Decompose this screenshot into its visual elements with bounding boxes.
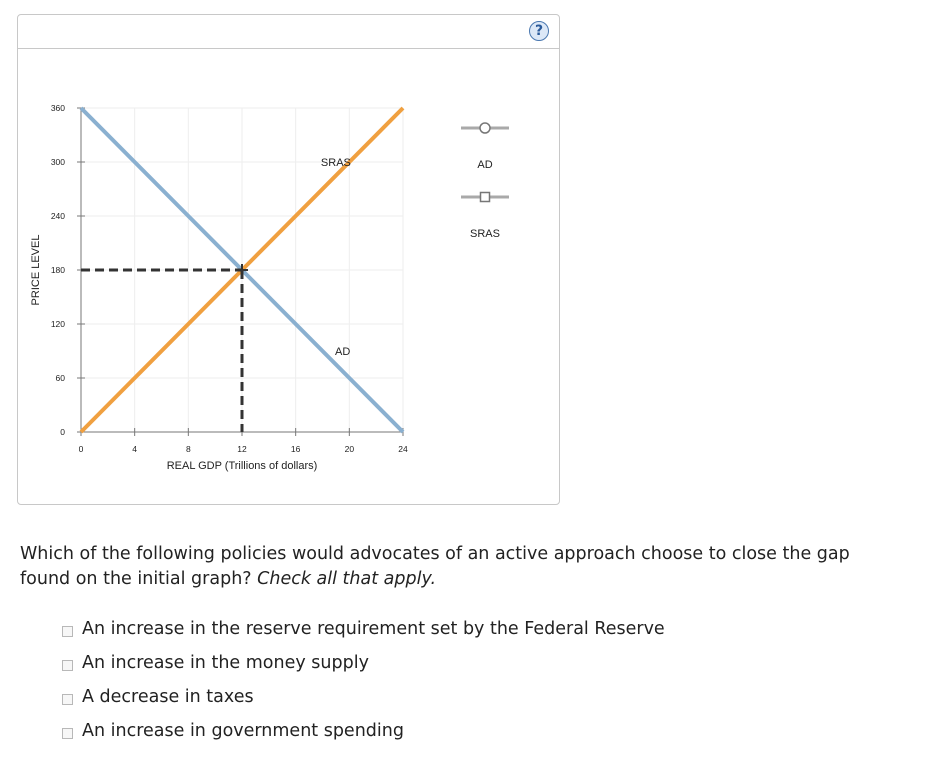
x-tick-label: 0 [78,444,84,454]
y-axis-label: PRICE LEVEL [30,234,42,306]
y-tick-label: 300 [50,157,65,167]
option-2[interactable] [62,680,665,714]
question-text [20,542,900,592]
option-0[interactable] [62,612,665,646]
x-tick-label: 8 [185,444,191,454]
y-tick-label: 60 [55,373,65,383]
option-label: An increase in the reserve requirement set by the Federal Reserve [82,619,665,639]
help-question-mark-icon[interactable]: ? [529,21,549,41]
y-tick-label: 180 [50,265,65,275]
legend-circle-marker-icon [480,123,490,133]
y-tick-label: 0 [60,427,65,437]
series-ad-label: AD [334,346,351,358]
legend-square-marker-icon [481,193,490,202]
x-tick-label: 24 [398,444,408,454]
option-label: A decrease in taxes [82,687,254,707]
checkbox[interactable] [62,660,73,671]
option-1[interactable] [62,646,665,680]
question-main: Which of the following policies would advocates of an active approach choose to close the gap found on the initial graph? [20,544,850,589]
y-tick-label: 120 [50,319,65,329]
x-axis-label: REAL GDP (Trillions of dollars) [166,460,318,472]
legend-sras-label: SRAS [470,228,500,240]
x-tick-label: 20 [344,444,355,454]
checkbox[interactable] [62,694,73,705]
y-tick-label: 240 [50,211,65,221]
labels-layer [30,157,351,472]
legend-ad-label: AD [477,159,493,171]
question-emphasis: Check all that apply. [257,569,437,589]
x-tick-label: 12 [237,444,247,454]
option-label: An increase in the money supply [82,653,369,673]
x-tick-label: 16 [290,444,301,454]
option-label: An increase in government spending [82,721,404,741]
x-tick-label: 4 [132,444,138,454]
checkbox[interactable] [62,728,73,739]
options-list [62,612,665,748]
y-tick-label: 360 [50,103,65,113]
checkbox[interactable] [62,626,73,637]
option-3[interactable] [62,714,665,748]
legend-layer [461,123,509,240]
series-sras-label: SRAS [320,157,351,169]
